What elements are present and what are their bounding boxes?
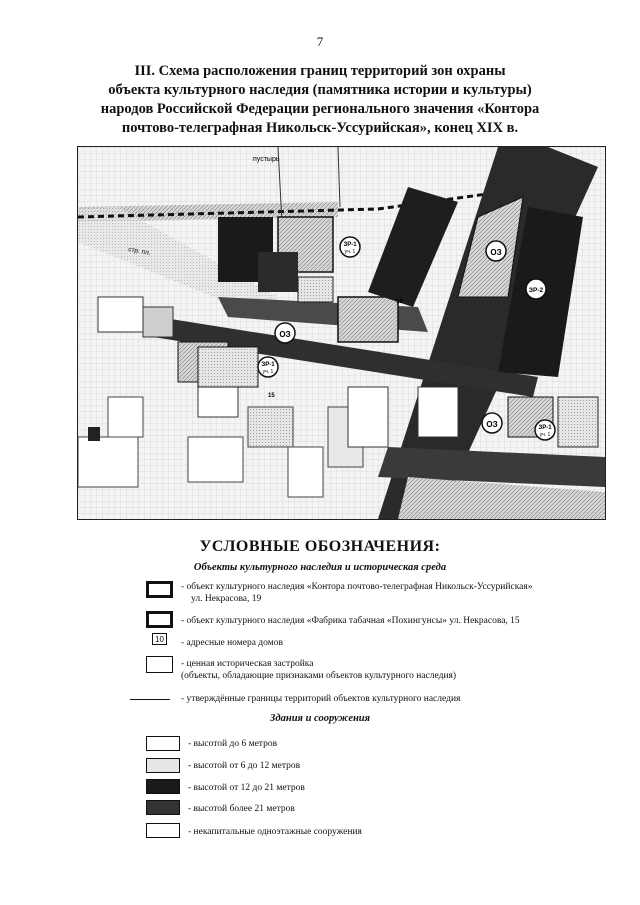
title-line-1: III. Схема расположения границ территорий зон охраны	[134, 63, 506, 79]
legend-text-height-3: - высотой от 12 до 21 метров	[188, 783, 305, 793]
map-house-number: 19	[396, 299, 403, 305]
legend-swatch-height-4	[146, 800, 180, 815]
map-label-str: стр. пл.	[127, 246, 152, 257]
title-line-4: почтово-телеграфная Никольск-Уссурийская», конец XIX в.	[121, 120, 519, 136]
legend-text-height-2: - высотой от 6 до 12 метров	[188, 761, 301, 771]
legend-title: УСЛОВНЫЕ ОБОЗНАЧЕНИЯ:	[199, 538, 441, 555]
legend-swatch-height-3	[146, 779, 180, 794]
svg-text:ОЗ: ОЗ	[279, 330, 291, 339]
svg-text:уч. 1: уч. 1	[344, 249, 356, 255]
svg-text:ОЗ: ОЗ	[490, 248, 502, 257]
legend-section-buildings: Здания и сооружения	[269, 713, 371, 724]
zone-marker	[258, 357, 278, 377]
legend-text-boundary: - утверждённые границы территорий объектов культурного наследия	[181, 694, 461, 704]
page-number: 7	[316, 34, 324, 49]
legend-swatch-temporary	[146, 823, 180, 838]
legend-section-heritage: Объекты культурного наследия и историческая среда	[193, 562, 447, 573]
map-house-number: 15	[268, 393, 275, 399]
zone-marker	[526, 279, 546, 299]
svg-text:уч. 1: уч. 1	[262, 369, 274, 375]
legend-swatch-height-1	[146, 736, 180, 751]
legend-text-heritage-2: - объект культурного наследия «Фабрика табачная «Похингунсы» ул. Некрасова, 15	[181, 616, 520, 626]
legend-swatch-height-2	[146, 758, 180, 773]
legend-text-valuable: - ценная историческая застройка	[181, 659, 314, 669]
legend-text-valuable-b: (объекты, обладающие признаками объектов культурного наследия)	[181, 671, 457, 681]
legend-swatch-boundary	[130, 699, 170, 700]
svg-text:уч. 1: уч. 1	[539, 432, 551, 438]
svg-text:ЗР-1: ЗР-1	[538, 425, 552, 431]
legend-swatch-heritage-2	[146, 611, 173, 628]
legend-text-temporary: - некапитальные одноэтажные сооружения	[188, 827, 362, 837]
zone-marker	[340, 237, 360, 257]
title-line-3: народов Российской Федерации регионального значения «Контора	[100, 101, 540, 117]
zone-marker	[482, 413, 502, 433]
legend-text-address: - адресные номера домов	[181, 638, 283, 648]
legend-swatch-valuable	[146, 656, 173, 673]
document-title	[70, 62, 570, 138]
legend-text-height-4: - высотой более 21 метров	[188, 804, 295, 814]
zone-marker	[535, 420, 555, 440]
map-drawing	[78, 147, 605, 519]
svg-text:ЗР-1: ЗР-1	[343, 242, 357, 248]
legend-text-heritage-1: - объект культурного наследия «Контора почтово-телеграфная Никольск-Уссурийская»	[181, 582, 533, 592]
map-label-pustyr: пустырь	[253, 156, 280, 163]
svg-text:ЗР-2: ЗР-2	[528, 287, 544, 294]
zone-marker	[486, 241, 506, 261]
site-plan-map	[77, 146, 606, 520]
legend-address-badge: 10	[152, 633, 167, 645]
legend-swatch-heritage-1	[146, 581, 173, 598]
title-line-2: объекта культурного наследия (памятника истории и культуры)	[108, 82, 532, 98]
svg-text:ОЗ: ОЗ	[486, 420, 498, 429]
legend-text-height-1: - высотой до 6 метров	[188, 739, 278, 749]
legend-text-heritage-1b: ул. Некрасова, 19	[191, 594, 262, 604]
zone-marker	[275, 323, 295, 343]
svg-text:ЗР-1: ЗР-1	[261, 362, 275, 368]
